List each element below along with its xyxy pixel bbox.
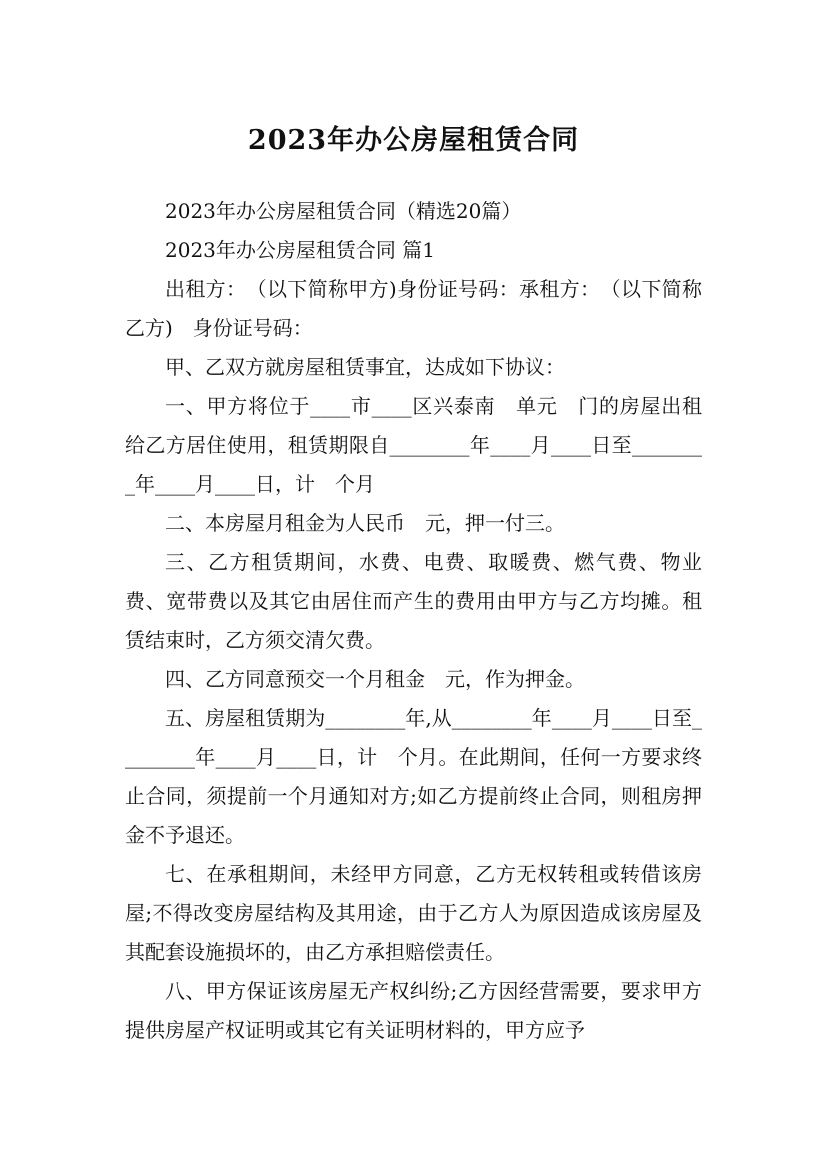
paragraph-parties: 出租方： （以下简称甲方)身份证号码：承租方： （以下简称乙方) 身份证号码： bbox=[125, 277, 702, 340]
clause-8: 八、甲方保证该房屋无产权纠纷;乙方因经营需要，要求甲方提供房屋产权证明或其它有关证明材料的，甲方应予 bbox=[125, 979, 702, 1042]
paragraph-agreement-intro: 甲、乙双方就房屋租赁事宜，达成如下协议： bbox=[165, 355, 565, 379]
clause-2: 二、本房屋月租金为人民币 元，押一付三。 bbox=[165, 511, 565, 535]
paragraph-subtitle: 2023年办公房屋租赁合同（精选20篇） bbox=[165, 199, 522, 223]
clause-1: 一、甲方将位于____市____区兴泰南 单元 门的房屋出租给乙方居住使用，租赁期限自________年____月____日至________年____月____日，计 个月 bbox=[125, 394, 702, 496]
clause-7: 七、在承租期间，未经甲方同意，乙方无权转租或转借该房屋;不得改变房屋结构及其用途，由于乙方人为原因造成该房屋及其配套设施损坏的，由乙方承担赔偿责任。 bbox=[125, 862, 702, 964]
clause-3: 三、乙方租赁期间，水费、电费、取暖费、燃气费、物业费、宽带费以及其它由居住而产生的费用由甲方与乙方均摊。租赁结束时，乙方须交清欠费。 bbox=[125, 550, 702, 652]
clause-4: 四、乙方同意预交一个月租金 元，作为押金。 bbox=[165, 667, 585, 691]
document-body bbox=[125, 192, 702, 1050]
clause-5: 五、房屋租赁期为________年,从________年____月____日至________年____月____日，计 个月。在此期间，任何一方要求终止合同，须提前一个月通知对方;如乙方提前终止合同，则租房押金不予退还。 bbox=[125, 706, 702, 847]
paragraph-section-heading: 2023年办公房屋租赁合同 篇1 bbox=[165, 238, 435, 262]
document-title: 2023年办公房屋租赁合同 bbox=[247, 125, 580, 157]
